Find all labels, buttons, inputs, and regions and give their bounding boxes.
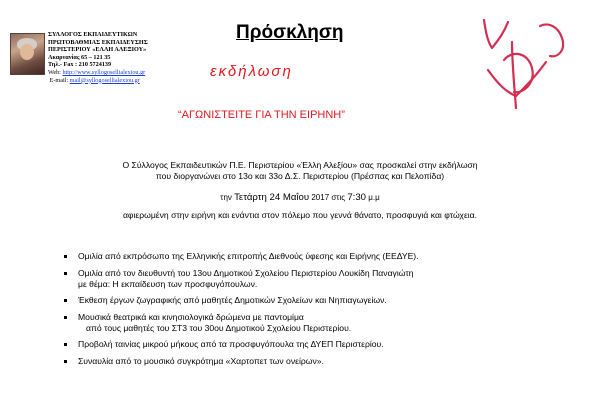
intro-line2: που διοργανώνει στο 13ο και 33ο Δ.Σ. Περιστερίου (Πρέσπας και Πελοπίδα) — [155, 171, 445, 181]
intro-line1: Ο Σύλλογος Εκπαιδευτικών Π.Ε. Περιστερίου «Έλλη Αλεξίου» σας προσκαλεί στην εκδήλωση — [122, 160, 478, 170]
email-link[interactable]: mail@syllogosellialexiou.gr — [69, 76, 140, 84]
bullet-icon — [64, 272, 67, 275]
intro-paragraph — [40, 160, 560, 182]
program-item — [64, 356, 564, 367]
bullet-icon — [64, 299, 67, 302]
association-phone: Τηλ.- Fax : 210 5724139 — [48, 61, 112, 69]
bullet-icon — [64, 360, 67, 363]
date-prefix: την — [220, 193, 232, 202]
peace-sign-drawing — [478, 12, 570, 112]
portrait-face — [20, 44, 34, 60]
association-web — [48, 69, 198, 77]
program-list — [64, 251, 564, 372]
web-link[interactable]: http://www.syllogosellialexiou.gr — [62, 68, 146, 76]
bullet-icon — [64, 316, 67, 319]
association-info — [48, 31, 198, 84]
program-item-text: Μουσικά θεατρικά και κινησιολογικά δρώμενα με παντομίμα — [78, 311, 304, 322]
email-label: E-mail: — [49, 76, 69, 84]
event-time: 7:30 — [347, 192, 367, 203]
event-purpose: αφιερωμένη στην ειρήνη και ενάντια στον πόλεμο που γεννά θάνατο, προσφυγιά και φτώχεια. — [122, 210, 478, 220]
association-address: Ακαρνανίας 65 – 121 35 — [48, 53, 111, 61]
peace-stroke-arc — [504, 54, 533, 92]
program-item-text: Ομιλία από εκπρόσωπο της Ελληνικής επιτροπής Διεθνούς ύφεσης και Ειρήνης (ΕΕΔΥΕ). — [78, 251, 419, 261]
program-item-text-cont: από τους μαθητές του ΣΤ3 του 30ου Δημοτικού Σχολείου Περιστερίου. — [86, 322, 352, 333]
association-email — [48, 77, 198, 85]
program-item — [64, 295, 564, 306]
program-item — [64, 251, 564, 262]
program-item — [64, 339, 564, 350]
program-item-text: Έκθεση έργων ζωγραφικής από μαθητές Δημοτικών Σχολείων και Νηπιαγωγείων. — [78, 295, 387, 305]
event-slogan: “ΑΓΩΝΙΣΤΕΙΤΕ ΓΙΑ ΤΗΝ ΕΙΡΗΝΗ” — [178, 109, 345, 121]
bullet-icon — [64, 343, 67, 346]
program-item-text: Συναυλία από το μουσικό συγκρότημα «Χαρτοπετ των ονείρων». — [78, 355, 324, 366]
web-label: Web: — [48, 68, 61, 76]
bullet-icon — [64, 255, 67, 258]
association-name-line1: ΣΥΛΛΟΓΟΣ ΕΚΠΑΙΔΕΥΤΙΚΩΝ — [48, 31, 138, 38]
event-year: 2017 στις — [311, 193, 346, 202]
association-name-line2: ΠΡΩΤΟΒΑΘΜΙΑΣ ΕΚΠΑΙΔΕΥΣΗΣ — [48, 38, 148, 46]
event-date: Τετάρτη 24 Μαΐου — [234, 192, 310, 203]
peace-stroke-top — [484, 20, 508, 48]
event-date-line — [40, 192, 560, 203]
event-subtitle: εκδήλωση — [210, 63, 293, 80]
page-title: Πρόσκληση — [236, 22, 344, 43]
peace-stroke-left — [488, 70, 516, 96]
event-time-suffix: μ.μ — [368, 193, 380, 202]
program-item-text: Προβολή ταινίας μικρού μήκους από τα προσφυγόπουλα της ΔΥΕΠ Περιστερίου. — [78, 339, 384, 349]
peace-stroke-vertical — [512, 42, 516, 108]
portrait-photo — [10, 33, 45, 75]
program-item — [64, 312, 564, 334]
program-item-text: Ομιλία από τον διευθυντή του 13ου Δημοτικού Σχολείου Περιστερίου Λουκίδη Παναγιώτη — [78, 267, 414, 278]
peace-stroke-right — [540, 25, 563, 57]
association-name-line3: ΠΕΡΙΣΤΕΡΙΟΥ «ΕΛΛΗ ΑΛΕΞΙΟΥ» — [48, 46, 147, 54]
program-item — [64, 268, 564, 290]
program-item-text-cont: με θέμα: Η εκπαίδευση των προσφυγόπουλων. — [78, 278, 258, 289]
